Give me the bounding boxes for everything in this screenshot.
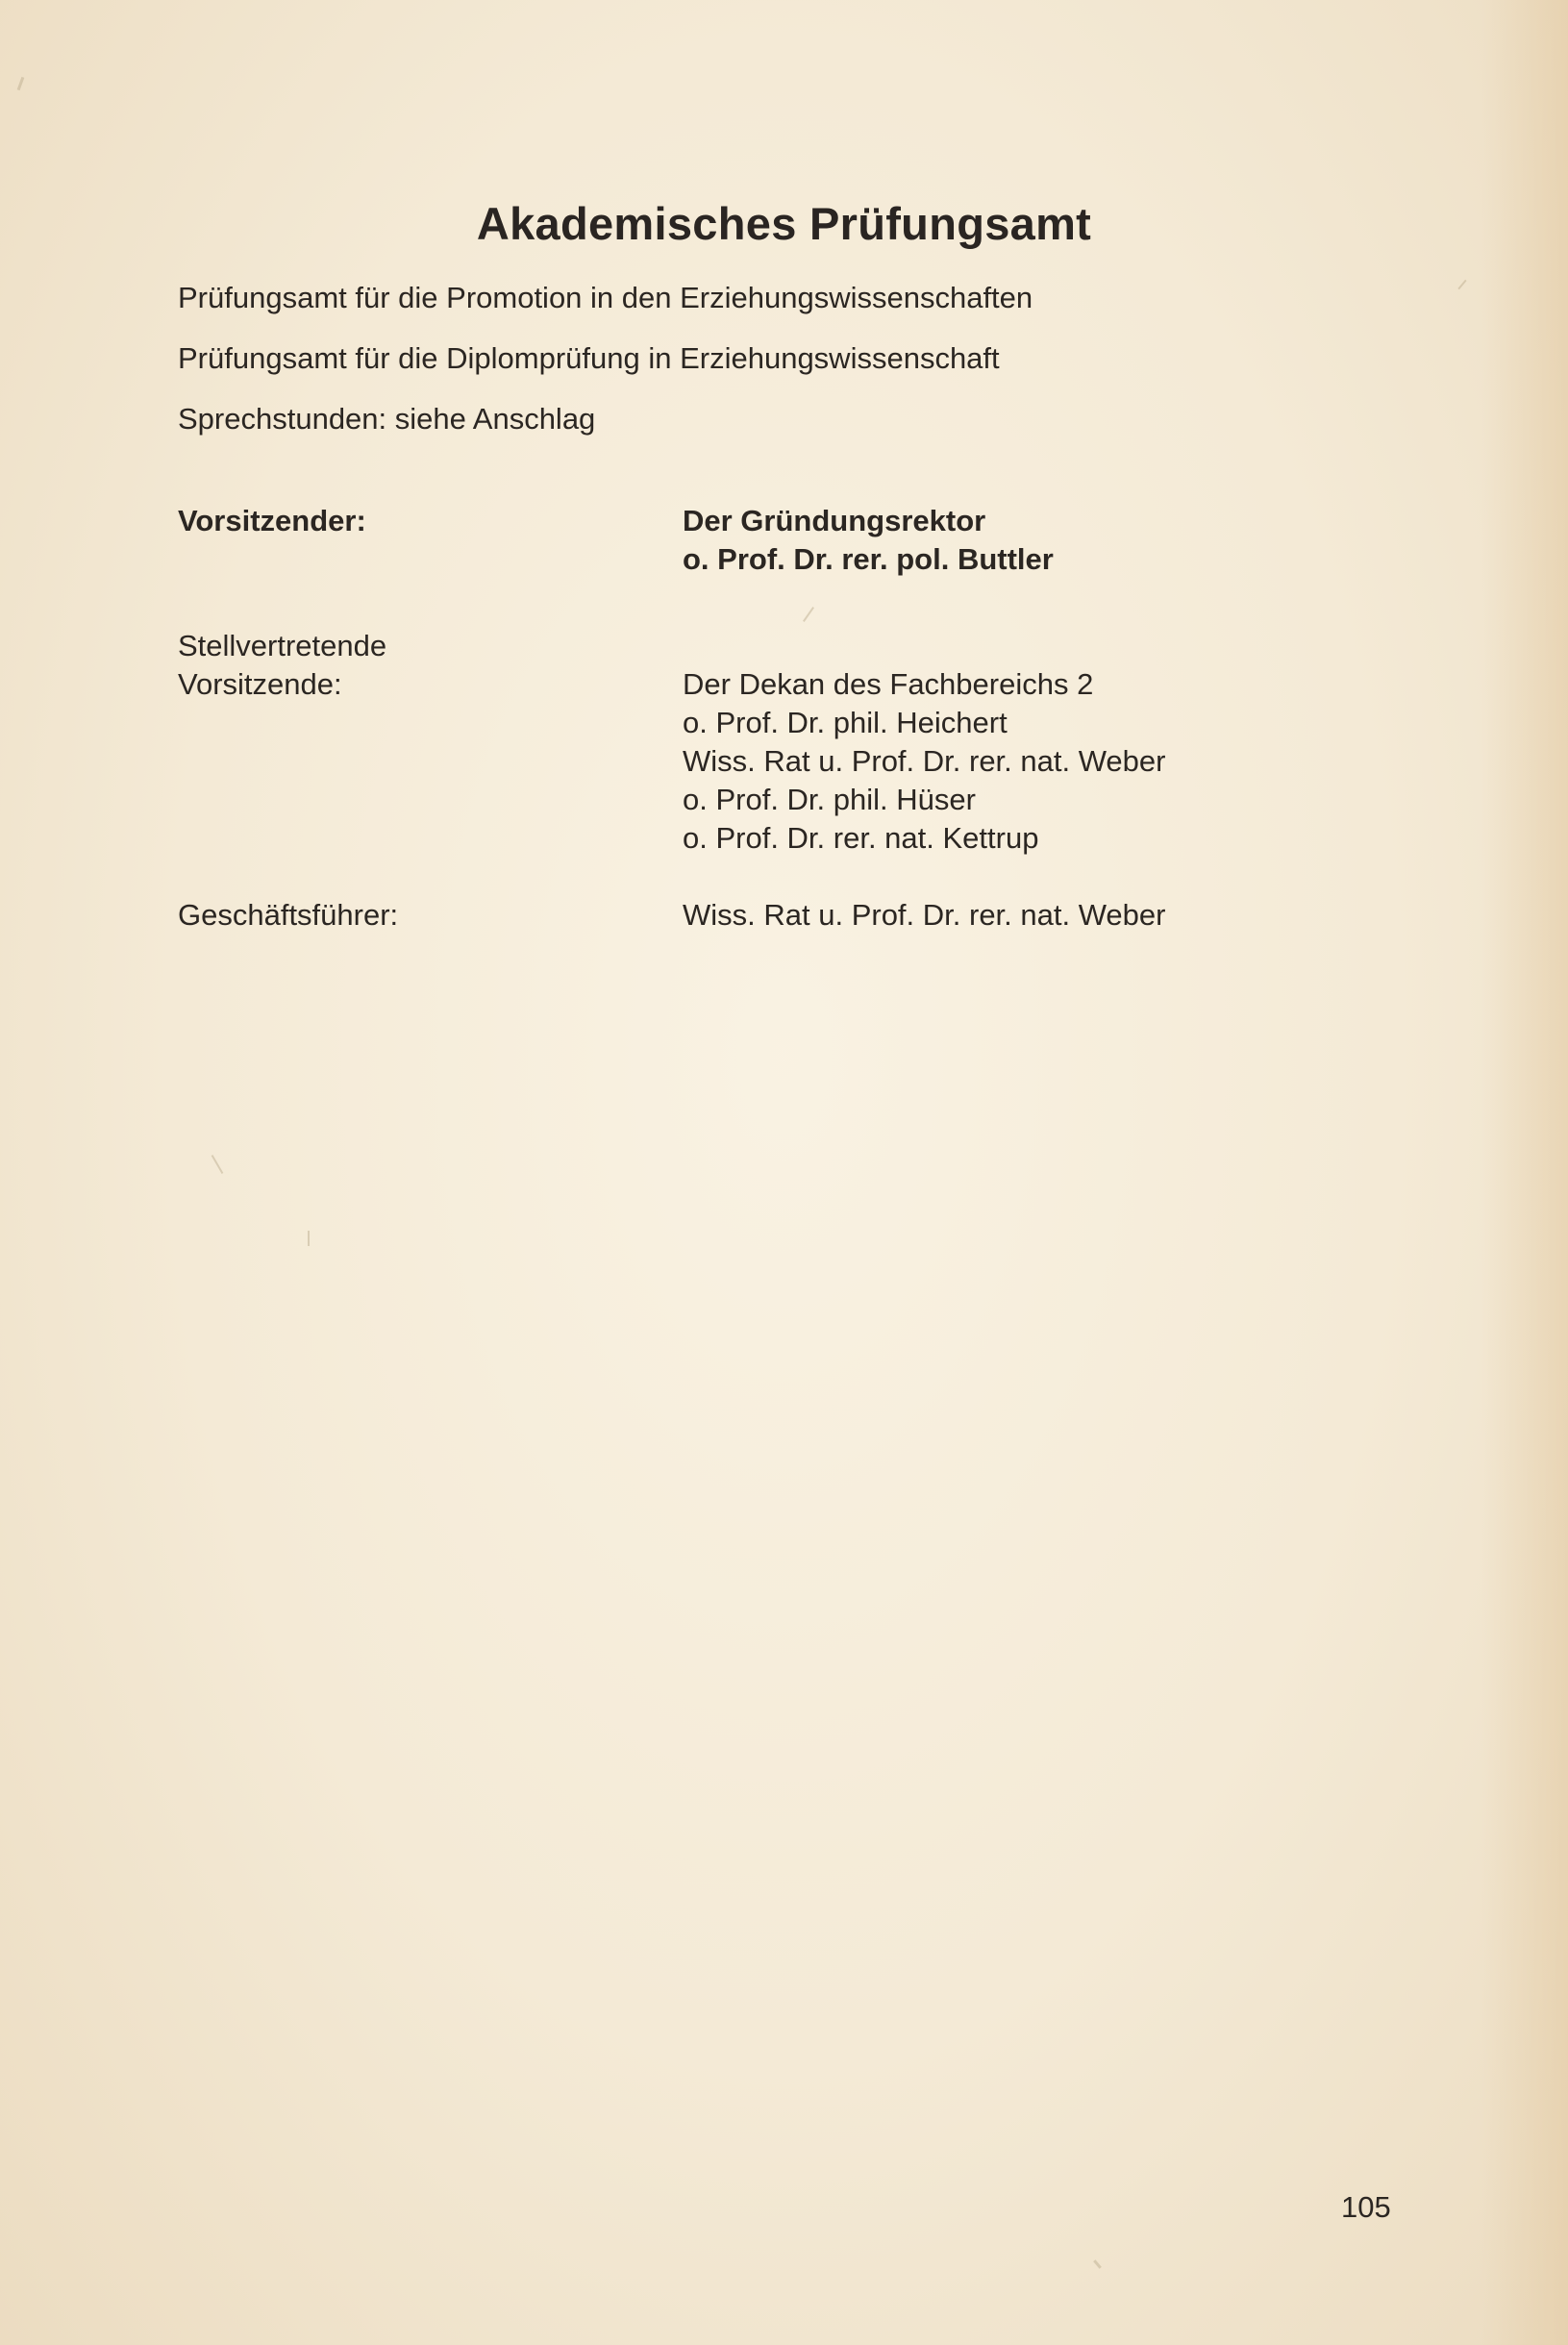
paper-fleck <box>17 77 25 90</box>
intro-line-diplom: Prüfungsamt für die Diplomprüfung in Erziehungswissenschaft <box>178 341 1000 375</box>
paper-fleck <box>803 607 814 622</box>
paper-fleck <box>308 1231 310 1246</box>
intro-line-sprechstunden: Sprechstunden: siehe Anschlag <box>178 402 596 436</box>
paper-fleck <box>1457 280 1466 289</box>
vorsitzender-line-1: Der Gründungsrektor <box>683 504 986 537</box>
stellvertretende-member: Wiss. Rat u. Prof. Dr. rer. nat. Weber <box>683 744 1166 778</box>
intro-line-promotion: Prüfungsamt für die Promotion in den Erziehungswissenschaften <box>178 281 1033 314</box>
paper-edge-shade <box>1481 0 1568 2345</box>
stellvertretende-member: o. Prof. Dr. rer. nat. Kettrup <box>683 821 1039 855</box>
page-title: Akademisches Prüfungsamt <box>476 198 1092 249</box>
vorsitzender-line-2: o. Prof. Dr. rer. pol. Buttler <box>683 542 1054 576</box>
geschaeftsfuehrer-value: Wiss. Rat u. Prof. Dr. rer. nat. Weber <box>683 898 1166 932</box>
stellvertretende-label-line-2: Vorsitzende: <box>178 667 342 701</box>
stellvertretende-member: Der Dekan des Fachbereichs 2 <box>683 667 1094 701</box>
geschaeftsfuehrer-label: Geschäftsführer: <box>178 898 399 932</box>
stellvertretende-member: o. Prof. Dr. phil. Hüser <box>683 783 976 816</box>
paper-fleck <box>1093 2259 1102 2269</box>
stellvertretende-label-line-1: Stellvertretende <box>178 629 387 662</box>
vorsitzender-label: Vorsitzender: <box>178 504 366 537</box>
paper-fleck <box>212 1155 224 1174</box>
page-number: 105 <box>1341 2190 1391 2224</box>
stellvertretende-member: o. Prof. Dr. phil. Heichert <box>683 706 1008 739</box>
